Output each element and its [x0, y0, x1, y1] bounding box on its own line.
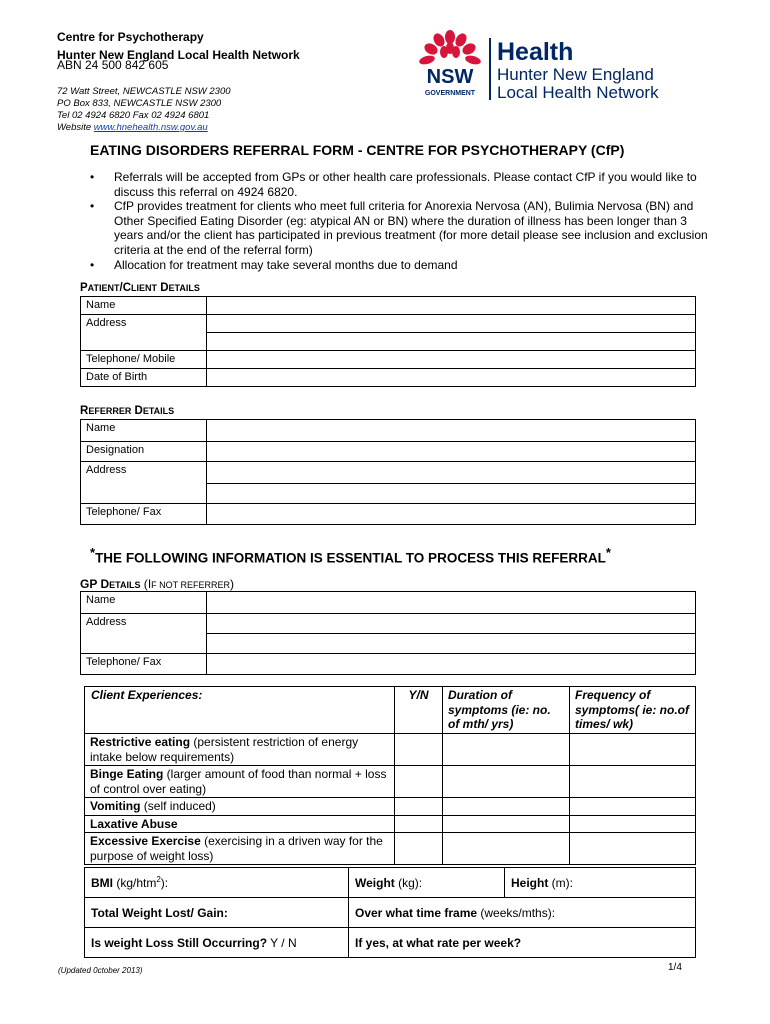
health-logo-text — [497, 38, 659, 102]
gp-address-field[interactable] — [207, 614, 696, 634]
form-title: EATING DISORDERS REFERRAL FORM - CENTRE FOR PSYCHOTHERAPY (CfP) — [90, 142, 625, 158]
waratah-icon — [415, 30, 485, 100]
lhn-line2: Local Health Network — [497, 83, 659, 102]
nsw-wordmark: NSW — [426, 66, 474, 88]
referrer-details-table — [80, 419, 696, 525]
experience-laxative-abuse: Laxative Abuse — [85, 815, 395, 833]
gp-section-title: GP DETAILS (IF NOT REFERRER) — [80, 577, 234, 591]
referrer-name-label: Name — [81, 420, 207, 442]
binge-eating-frequency[interactable] — [570, 766, 696, 798]
referrer-address-label: Address — [81, 462, 207, 504]
time-frame-field[interactable]: Over what time frame (weeks/mths): — [349, 898, 696, 928]
referrer-address-field[interactable] — [207, 462, 696, 484]
website-link[interactable]: www.hnehealth.nsw.gov.au — [93, 122, 208, 133]
phone-fax: Tel 02 4924 6820 Fax 02 4924 6801 — [57, 110, 210, 121]
contact-block — [57, 86, 231, 134]
laxative-abuse-yn[interactable] — [395, 815, 443, 833]
patient-telephone-field[interactable] — [207, 351, 696, 369]
laxative-abuse-duration[interactable] — [443, 815, 570, 833]
binge-eating-yn[interactable] — [395, 766, 443, 798]
bmi-field[interactable]: BMI (kg/htm$^2$): — [85, 868, 349, 898]
org-name: Centre for Psychotherapy — [57, 30, 204, 44]
vomiting-frequency[interactable] — [570, 798, 696, 816]
referrer-telephone-label: Telephone/ Fax — [81, 504, 207, 525]
patient-details-table — [80, 296, 696, 387]
client-experiences-table — [84, 686, 696, 865]
experience-restrictive-eating: Restrictive eating (persistent restriction of energy intake below requirements) — [85, 734, 395, 766]
gp-address-label: Address — [81, 614, 207, 654]
patient-name-label: Name — [81, 297, 207, 315]
patient-address-label: Address — [81, 315, 207, 351]
experience-excessive-exercise: Excessive Exercise (exercising in a driven way for the purpose of weight loss) — [85, 833, 395, 865]
note-item: • CfP provides treatment for clients who meet full criteria for Anorexia Nervosa (AN), Bulimia Nervosa (BN) and Other Specified Eating Disorder (eg: atypical AN or BN) where the duration of illness has been longer than 3 years and/or the client has participated in previous treatment (for more detail please see inclusion and exclusion criteria at the end of the referral form) — [90, 199, 715, 257]
weight-lost-gain-field[interactable]: Total Weight Lost/ Gain: — [85, 898, 349, 928]
duration-header: Duration of symptoms (ie: no. of mth/ yrs) — [443, 687, 570, 734]
vomiting-yn[interactable] — [395, 798, 443, 816]
referrer-telephone-field[interactable] — [207, 504, 696, 525]
patient-address-field-2[interactable] — [207, 333, 696, 351]
experience-binge-eating: Binge Eating (larger amount of food than normal + loss of control over eating) — [85, 766, 395, 798]
note-item: • Referrals will be accepted from GPs or other health care professionals. Please contact CfP if you would like to discuss this referral on 4924 6820. — [90, 170, 715, 199]
street-address: 72 Watt Street, NEWCASTLE NSW 2300 — [57, 86, 231, 97]
referral-notes — [90, 170, 715, 272]
nsw-government-logo — [415, 30, 485, 105]
website-label: Website — [57, 122, 94, 133]
patient-section-title: PATIENT/CLIENT DETAILS — [80, 282, 200, 294]
gp-telephone-field[interactable] — [207, 654, 696, 675]
website-line — [57, 122, 231, 134]
updated-date: (Updated 0ctober 2013) — [58, 966, 143, 975]
page-number: 1/4 — [668, 962, 682, 973]
logo-divider — [489, 38, 491, 100]
excessive-exercise-frequency[interactable] — [570, 833, 696, 865]
excessive-exercise-yn[interactable] — [395, 833, 443, 865]
lhn-line1: Hunter New England — [497, 65, 654, 84]
patient-dob-label: Date of Birth — [81, 369, 207, 387]
gp-telephone-label: Telephone/ Fax — [81, 654, 207, 675]
network-name: Hunter New England Local Health Network — [57, 48, 300, 62]
body-measures-table — [84, 867, 696, 958]
patient-name-field[interactable] — [207, 297, 696, 315]
referrer-designation-field[interactable] — [207, 442, 696, 462]
gp-name-field[interactable] — [207, 592, 696, 614]
restrictive-eating-frequency[interactable] — [570, 734, 696, 766]
restrictive-eating-duration[interactable] — [443, 734, 570, 766]
height-field[interactable]: Height (m): — [505, 868, 696, 898]
yn-header: Y/N — [395, 687, 443, 734]
weight-field[interactable]: Weight (kg): — [349, 868, 505, 898]
referrer-designation-label: Designation — [81, 442, 207, 462]
excessive-exercise-duration[interactable] — [443, 833, 570, 865]
restrictive-eating-yn[interactable] — [395, 734, 443, 766]
gp-address-field-2[interactable] — [207, 634, 696, 654]
vomiting-duration[interactable] — [443, 798, 570, 816]
rate-per-week-field[interactable]: If yes, at what rate per week? — [349, 928, 696, 958]
note-item: • Allocation for treatment may take several months due to demand — [90, 258, 715, 273]
referrer-address-field-2[interactable] — [207, 484, 696, 504]
gp-name-label: Name — [81, 592, 207, 614]
health-wordmark: Health — [497, 38, 574, 66]
po-box: PO Box 833, NEWCASTLE NSW 2300 — [57, 98, 222, 109]
laxative-abuse-frequency[interactable] — [570, 815, 696, 833]
referrer-name-field[interactable] — [207, 420, 696, 442]
patient-telephone-label: Telephone/ Mobile — [81, 351, 207, 369]
gp-details-table — [80, 591, 696, 675]
patient-dob-field[interactable] — [207, 369, 696, 387]
patient-address-field[interactable] — [207, 315, 696, 333]
referrer-section-title: REFERRER DETAILS — [80, 405, 175, 417]
abn: ABN 24 500 842 605 — [57, 58, 169, 72]
essential-info-banner: *THE FOLLOWING INFORMATION IS ESSENTIAL TO PROCESS THIS REFERRAL* — [90, 545, 611, 566]
binge-eating-duration[interactable] — [443, 766, 570, 798]
weight-loss-occurring-field[interactable]: Is weight Loss Still Occurring? Y / N — [85, 928, 349, 958]
experience-vomiting: Vomiting (self induced) — [85, 798, 395, 816]
client-experiences-header: Client Experiences: — [85, 687, 395, 734]
frequency-header: Frequency of symptoms( ie: no.of times/ wk) — [570, 687, 696, 734]
government-wordmark: GOVERNMENT — [424, 90, 476, 97]
